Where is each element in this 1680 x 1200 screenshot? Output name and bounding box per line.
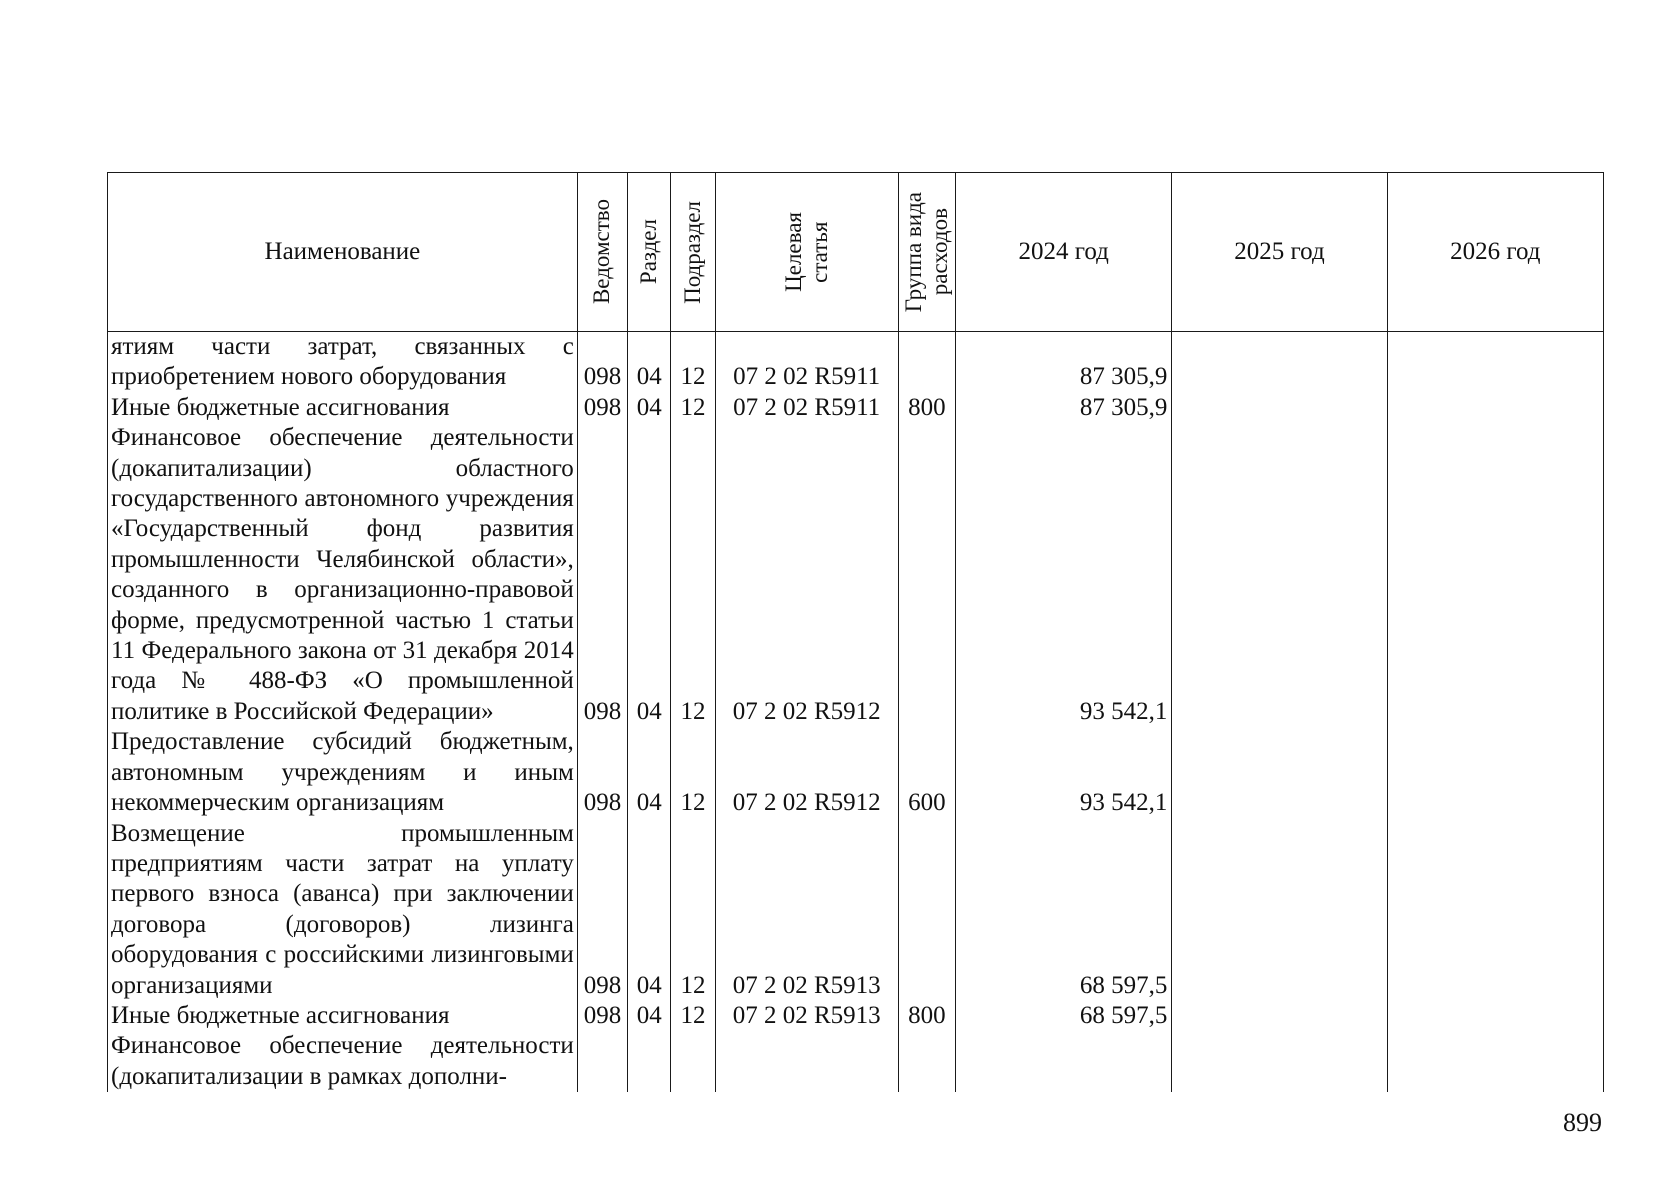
table-row <box>108 1001 1604 1031</box>
row-razdel: 04 <box>628 727 671 818</box>
row-name: Финансовое обеспечение деятельности (докапитализации) областного государственного автономного учреждения «Государственный фонд развития промышленности Челябинской области», созданного в организационно-правовой форме, предусмотренной частью 1 статьи 11 Федерального закона от 31 декабря 2014 года № 488-ФЗ «О промышленной политике в Российской Федерации» <box>108 423 578 727</box>
row-2024 <box>956 1031 1172 1092</box>
row-podrazdel: 12 <box>671 1001 715 1031</box>
header-gruppa-vida-raskhodov <box>898 173 955 332</box>
row-2024: 93 542,1 <box>956 423 1172 727</box>
table-row <box>108 819 1604 1001</box>
row-vedomstvo: 098 <box>577 332 627 393</box>
row-name: ятиям части затрат, связанных с приобретением нового оборудования <box>108 332 578 393</box>
row-group <box>898 1031 955 1092</box>
header-tselevaya-statya-label <box>781 212 833 292</box>
row-2025 <box>1172 332 1387 393</box>
table-row <box>108 727 1604 818</box>
row-razdel: 04 <box>628 423 671 727</box>
row-razdel: 04 <box>628 819 671 1001</box>
row-name: Финансовое обеспечение деятельности (докапитализации в рамках дополни- <box>108 1031 578 1092</box>
row-group: 800 <box>898 1001 955 1031</box>
row-group <box>898 332 955 393</box>
row-vedomstvo: 098 <box>577 819 627 1001</box>
row-target: 07 2 02 R5913 <box>715 819 898 1001</box>
row-podrazdel: 12 <box>671 423 715 727</box>
row-target: 07 2 02 R5912 <box>715 727 898 818</box>
row-name: Возмещение промышленным предприятиям части затрат на уплату первого взноса (аванса) при заключении договора (договоров) лизинга оборудования с российскими лизинговыми организациями <box>108 819 578 1001</box>
row-razdel: 04 <box>628 1001 671 1031</box>
row-group <box>898 819 955 1001</box>
row-2026 <box>1387 332 1603 393</box>
row-vedomstvo: 098 <box>577 727 627 818</box>
row-group <box>898 423 955 727</box>
row-target: 07 2 02 R5911 <box>715 393 898 423</box>
header-2025: 2025 год <box>1172 173 1387 332</box>
page-number: 899 <box>1563 1108 1602 1137</box>
header-tselevaya-line2: статья <box>806 221 832 283</box>
row-2024: 87 305,9 <box>956 393 1172 423</box>
header-vedomstvo-label: Ведомство <box>589 199 615 305</box>
row-2025 <box>1172 423 1387 727</box>
row-vedomstvo <box>577 1031 627 1092</box>
header-name: Наименование <box>108 173 578 332</box>
row-group: 600 <box>898 727 955 818</box>
row-name: Предоставление субсидий бюджетным, автономным учреждениям и иным некоммерческим организациям <box>108 727 578 818</box>
row-2025 <box>1172 393 1387 423</box>
row-2026 <box>1387 1001 1603 1031</box>
row-vedomstvo: 098 <box>577 423 627 727</box>
header-razdel-label: Раздел <box>636 219 662 285</box>
budget-table <box>107 172 1604 1092</box>
header-razdel <box>628 173 671 332</box>
row-target <box>715 1031 898 1092</box>
header-gruppa-label <box>901 192 953 312</box>
row-podrazdel: 12 <box>671 727 715 818</box>
row-2024: 68 597,5 <box>956 819 1172 1001</box>
table-header-row <box>108 173 1604 332</box>
row-podrazdel <box>671 1031 715 1092</box>
row-2024: 93 542,1 <box>956 727 1172 818</box>
header-podrazdel-label: Подраздел <box>679 200 705 304</box>
row-2026 <box>1387 727 1603 818</box>
row-2026 <box>1387 393 1603 423</box>
header-2026: 2026 год <box>1387 173 1603 332</box>
header-vedomstvo <box>577 173 627 332</box>
row-target: 07 2 02 R5912 <box>715 423 898 727</box>
row-2025 <box>1172 819 1387 1001</box>
row-2026 <box>1387 1031 1603 1092</box>
row-podrazdel: 12 <box>671 819 715 1001</box>
header-tselevaya-line1: Целевая <box>780 212 806 292</box>
row-vedomstvo: 098 <box>577 1001 627 1031</box>
table-row <box>108 332 1604 393</box>
row-2024: 68 597,5 <box>956 1001 1172 1031</box>
row-2026 <box>1387 423 1603 727</box>
row-podrazdel: 12 <box>671 332 715 393</box>
row-target: 07 2 02 R5913 <box>715 1001 898 1031</box>
row-2024: 87 305,9 <box>956 332 1172 393</box>
row-2026 <box>1387 819 1603 1001</box>
table-row <box>108 1031 1604 1092</box>
row-razdel: 04 <box>628 393 671 423</box>
table-row <box>108 393 1604 423</box>
row-2025 <box>1172 1001 1387 1031</box>
row-group: 800 <box>898 393 955 423</box>
row-podrazdel: 12 <box>671 393 715 423</box>
row-razdel <box>628 1031 671 1092</box>
row-2025 <box>1172 727 1387 818</box>
row-name: Иные бюджетные ассигнования <box>108 1001 578 1031</box>
row-2025 <box>1172 1031 1387 1092</box>
header-tselevaya-statya <box>715 173 898 332</box>
row-vedomstvo: 098 <box>577 393 627 423</box>
row-name: Иные бюджетные ассигнования <box>108 393 578 423</box>
header-2024: 2024 год <box>956 173 1172 332</box>
header-gruppa-line2: расходов <box>926 208 952 296</box>
row-razdel: 04 <box>628 332 671 393</box>
header-podrazdel <box>671 173 715 332</box>
header-gruppa-line1: Группа вида <box>900 191 926 313</box>
row-target: 07 2 02 R5911 <box>715 332 898 393</box>
table-row <box>108 423 1604 727</box>
